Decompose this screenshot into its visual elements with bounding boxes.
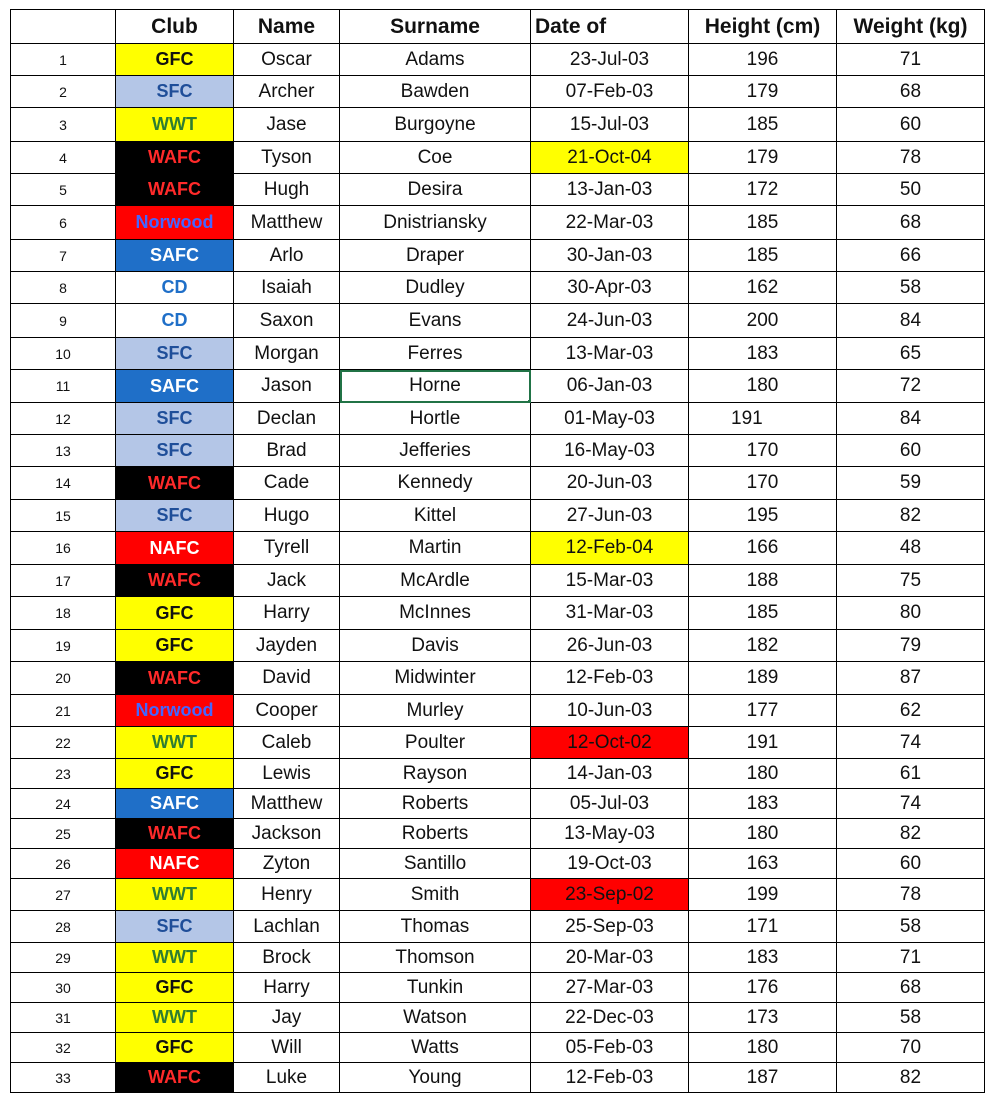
- cell-date[interactable]: 16-May-03: [531, 435, 689, 467]
- cell-name[interactable]: Brock: [234, 943, 340, 973]
- cell-date[interactable]: 20-Mar-03: [531, 943, 689, 973]
- header-row: [11, 10, 985, 44]
- cell-date[interactable]: 01-May-03: [531, 403, 689, 435]
- cell-height[interactable]: 183: [689, 789, 837, 819]
- cell-name[interactable]: David: [234, 662, 340, 695]
- cell-club[interactable]: WAFC: [116, 565, 234, 597]
- cell-club[interactable]: GFC: [116, 597, 234, 630]
- cell-height[interactable]: 163: [689, 849, 837, 879]
- spreadsheet: [10, 9, 985, 1093]
- cell-name[interactable]: Cade: [234, 467, 340, 500]
- table-row: [11, 911, 985, 943]
- cell-date[interactable]: 12-Feb-04: [531, 532, 689, 565]
- table-row: [11, 370, 985, 403]
- cell-height[interactable]: 172: [689, 174, 837, 206]
- cell-date[interactable]: 05-Jul-03: [531, 789, 689, 819]
- cell-weight[interactable]: 48: [837, 532, 985, 565]
- cell-weight[interactable]: 80: [837, 597, 985, 630]
- cell-height[interactable]: 166: [689, 532, 837, 565]
- cell-num[interactable]: 30: [11, 973, 116, 1003]
- cell-height[interactable]: 176: [689, 973, 837, 1003]
- cell-weight[interactable]: 68: [837, 206, 985, 240]
- cell-date[interactable]: 19-Oct-03: [531, 849, 689, 879]
- cell-num[interactable]: 7: [11, 240, 116, 272]
- table-row: [11, 467, 985, 500]
- cell-height[interactable]: 177: [689, 695, 837, 727]
- cell-height[interactable]: 195: [689, 500, 837, 532]
- cell-date[interactable]: 27-Jun-03: [531, 500, 689, 532]
- cell-weight[interactable]: 82: [837, 819, 985, 849]
- cell-surname[interactable]: Roberts: [340, 819, 531, 849]
- cell-date[interactable]: 20-Jun-03: [531, 467, 689, 500]
- cell-date[interactable]: 12-Feb-03: [531, 662, 689, 695]
- cell-surname[interactable]: Ferres: [340, 338, 531, 370]
- cell-num[interactable]: 6: [11, 206, 116, 240]
- cell-club[interactable]: WAFC: [116, 467, 234, 500]
- cell-surname[interactable]: Dnistriansky: [340, 206, 531, 240]
- cell-club[interactable]: NAFC: [116, 849, 234, 879]
- cell-club[interactable]: SFC: [116, 403, 234, 435]
- cell-weight[interactable]: 60: [837, 435, 985, 467]
- cell-club[interactable]: SAFC: [116, 240, 234, 272]
- cell-weight[interactable]: 58: [837, 1003, 985, 1033]
- cell-name[interactable]: Caleb: [234, 727, 340, 759]
- table-row: [11, 76, 985, 108]
- cell-name[interactable]: Matthew: [234, 789, 340, 819]
- cell-num[interactable]: 5: [11, 174, 116, 206]
- cell-name[interactable]: Cooper: [234, 695, 340, 727]
- cell-club[interactable]: SAFC: [116, 370, 234, 403]
- cell-height[interactable]: 180: [689, 370, 837, 403]
- cell-club[interactable]: WWT: [116, 1003, 234, 1033]
- cell-name[interactable]: Jayden: [234, 630, 340, 662]
- cell-height[interactable]: 187: [689, 1063, 837, 1093]
- cell-height[interactable]: 191: [689, 727, 837, 759]
- cell-num[interactable]: 8: [11, 272, 116, 304]
- cell-height[interactable]: 170: [689, 467, 837, 500]
- header-date[interactable]: Date of: [531, 10, 689, 44]
- cell-num[interactable]: 31: [11, 1003, 116, 1033]
- cell-surname[interactable]: Jefferies: [340, 435, 531, 467]
- table-row: [11, 1003, 985, 1033]
- cell-weight[interactable]: 58: [837, 272, 985, 304]
- cell-name[interactable]: Jack: [234, 565, 340, 597]
- cell-surname[interactable]: Rayson: [340, 759, 531, 789]
- cell-surname[interactable]: Tunkin: [340, 973, 531, 1003]
- table-row: [11, 849, 985, 879]
- cell-surname[interactable]: Bawden: [340, 76, 531, 108]
- cell-surname[interactable]: Poulter: [340, 727, 531, 759]
- table-row: [11, 500, 985, 532]
- cell-weight[interactable]: 79: [837, 630, 985, 662]
- cell-num[interactable]: 21: [11, 695, 116, 727]
- cell-name[interactable]: Arlo: [234, 240, 340, 272]
- cell-weight[interactable]: 61: [837, 759, 985, 789]
- cell-weight[interactable]: 58: [837, 911, 985, 943]
- cell-date[interactable]: 13-Jan-03: [531, 174, 689, 206]
- cell-date[interactable]: 30-Apr-03: [531, 272, 689, 304]
- cell-club[interactable]: WWT: [116, 879, 234, 911]
- cell-height[interactable]: 185: [689, 597, 837, 630]
- cell-height[interactable]: 171: [689, 911, 837, 943]
- cell-surname[interactable]: Horne: [340, 370, 531, 403]
- cell-club[interactable]: SFC: [116, 435, 234, 467]
- cell-date[interactable]: 31-Mar-03: [531, 597, 689, 630]
- cell-surname[interactable]: McInnes: [340, 597, 531, 630]
- cell-date[interactable]: 25-Sep-03: [531, 911, 689, 943]
- cell-weight[interactable]: 50: [837, 174, 985, 206]
- table-row: [11, 597, 985, 630]
- cell-num[interactable]: 26: [11, 849, 116, 879]
- cell-name[interactable]: Tyrell: [234, 532, 340, 565]
- cell-club[interactable]: WAFC: [116, 142, 234, 174]
- cell-num[interactable]: 19: [11, 630, 116, 662]
- cell-surname[interactable]: Watson: [340, 1003, 531, 1033]
- cell-height[interactable]: 189: [689, 662, 837, 695]
- cell-surname[interactable]: Young: [340, 1063, 531, 1093]
- cell-club[interactable]: WAFC: [116, 1063, 234, 1093]
- cell-surname[interactable]: Santillo: [340, 849, 531, 879]
- table-row: [11, 943, 985, 973]
- cell-weight[interactable]: 74: [837, 789, 985, 819]
- header-height[interactable]: Height (cm): [689, 10, 837, 44]
- cell-club[interactable]: CD: [116, 272, 234, 304]
- cell-date[interactable]: 06-Jan-03: [531, 370, 689, 403]
- header-club[interactable]: Club: [116, 10, 234, 44]
- cell-club[interactable]: CD: [116, 304, 234, 338]
- cell-name[interactable]: Luke: [234, 1063, 340, 1093]
- table-row: [11, 403, 985, 435]
- cell-surname[interactable]: Desira: [340, 174, 531, 206]
- cell-weight[interactable]: 70: [837, 1033, 985, 1063]
- cell-height[interactable]: 170: [689, 435, 837, 467]
- cell-club[interactable]: WWT: [116, 943, 234, 973]
- table-row: [11, 759, 985, 789]
- cell-height[interactable]: 183: [689, 338, 837, 370]
- cell-height[interactable]: 179: [689, 76, 837, 108]
- cell-name[interactable]: Brad: [234, 435, 340, 467]
- cell-weight[interactable]: 84: [837, 304, 985, 338]
- cell-date[interactable]: 30-Jan-03: [531, 240, 689, 272]
- cell-height[interactable]: 185: [689, 108, 837, 142]
- cell-weight[interactable]: 62: [837, 695, 985, 727]
- cell-weight[interactable]: 78: [837, 879, 985, 911]
- cell-name[interactable]: Archer: [234, 76, 340, 108]
- header-surname[interactable]: Surname: [340, 10, 531, 44]
- cell-surname[interactable]: Roberts: [340, 789, 531, 819]
- cell-name[interactable]: Harry: [234, 973, 340, 1003]
- cell-surname[interactable]: Martin: [340, 532, 531, 565]
- cell-weight[interactable]: 66: [837, 240, 985, 272]
- table-row: [11, 240, 985, 272]
- cell-surname[interactable]: Kennedy: [340, 467, 531, 500]
- cell-weight[interactable]: 65: [837, 338, 985, 370]
- cell-date[interactable]: 05-Feb-03: [531, 1033, 689, 1063]
- table-row: [11, 532, 985, 565]
- cell-surname[interactable]: Smith: [340, 879, 531, 911]
- cell-weight[interactable]: 71: [837, 943, 985, 973]
- cell-name[interactable]: Lachlan: [234, 911, 340, 943]
- player-table: [10, 9, 985, 1093]
- cell-num[interactable]: 24: [11, 789, 116, 819]
- cell-date[interactable]: 22-Mar-03: [531, 206, 689, 240]
- cell-surname[interactable]: Kittel: [340, 500, 531, 532]
- cell-weight[interactable]: 60: [837, 849, 985, 879]
- cell-date[interactable]: 07-Feb-03: [531, 76, 689, 108]
- cell-date[interactable]: 23-Jul-03: [531, 44, 689, 76]
- cell-surname[interactable]: Thomas: [340, 911, 531, 943]
- cell-height[interactable]: 199: [689, 879, 837, 911]
- cell-club[interactable]: WAFC: [116, 662, 234, 695]
- cell-name[interactable]: Hugh: [234, 174, 340, 206]
- cell-surname[interactable]: Davis: [340, 630, 531, 662]
- table-row: [11, 789, 985, 819]
- cell-num[interactable]: 27: [11, 879, 116, 911]
- cell-num[interactable]: 16: [11, 532, 116, 565]
- cell-weight[interactable]: 75: [837, 565, 985, 597]
- cell-club[interactable]: SFC: [116, 911, 234, 943]
- cell-name[interactable]: Will: [234, 1033, 340, 1063]
- cell-surname[interactable]: Dudley: [340, 272, 531, 304]
- table-row: [11, 879, 985, 911]
- table-row: [11, 206, 985, 240]
- cell-num[interactable]: 14: [11, 467, 116, 500]
- cell-date[interactable]: 12-Oct-02: [531, 727, 689, 759]
- cell-club[interactable]: WWT: [116, 727, 234, 759]
- cell-club[interactable]: WWT: [116, 108, 234, 142]
- cell-num[interactable]: 25: [11, 819, 116, 849]
- cell-surname[interactable]: Adams: [340, 44, 531, 76]
- cell-num[interactable]: 28: [11, 911, 116, 943]
- cell-date[interactable]: 10-Jun-03: [531, 695, 689, 727]
- cell-num[interactable]: 12: [11, 403, 116, 435]
- cell-height[interactable]: 182: [689, 630, 837, 662]
- cell-weight[interactable]: 60: [837, 108, 985, 142]
- cell-num[interactable]: 32: [11, 1033, 116, 1063]
- cell-height[interactable]: 196: [689, 44, 837, 76]
- cell-name[interactable]: Hugo: [234, 500, 340, 532]
- table-row: [11, 435, 985, 467]
- cell-weight[interactable]: 59: [837, 467, 985, 500]
- cell-surname[interactable]: Midwinter: [340, 662, 531, 695]
- cell-num[interactable]: 20: [11, 662, 116, 695]
- header-row-number[interactable]: [11, 10, 116, 44]
- table-row: [11, 142, 985, 174]
- cell-num[interactable]: 4: [11, 142, 116, 174]
- cell-club[interactable]: SFC: [116, 76, 234, 108]
- cell-height[interactable]: 179: [689, 142, 837, 174]
- cell-weight[interactable]: 71: [837, 44, 985, 76]
- cell-weight[interactable]: 84: [837, 403, 985, 435]
- cell-club[interactable]: GFC: [116, 44, 234, 76]
- cell-weight[interactable]: 68: [837, 973, 985, 1003]
- cell-date[interactable]: 22-Dec-03: [531, 1003, 689, 1033]
- cell-club[interactable]: SFC: [116, 500, 234, 532]
- cell-num[interactable]: 33: [11, 1063, 116, 1093]
- cell-num[interactable]: 22: [11, 727, 116, 759]
- table-row: [11, 174, 985, 206]
- cell-name[interactable]: Morgan: [234, 338, 340, 370]
- cell-num[interactable]: 29: [11, 943, 116, 973]
- cell-surname[interactable]: Murley: [340, 695, 531, 727]
- cell-num[interactable]: 23: [11, 759, 116, 789]
- table-row: [11, 338, 985, 370]
- cell-date[interactable]: 27-Mar-03: [531, 973, 689, 1003]
- cell-weight[interactable]: 68: [837, 76, 985, 108]
- cell-weight[interactable]: 87: [837, 662, 985, 695]
- cell-date[interactable]: 23-Sep-02: [531, 879, 689, 911]
- table-row: [11, 630, 985, 662]
- table-row: [11, 662, 985, 695]
- table-row: [11, 44, 985, 76]
- cell-surname[interactable]: Watts: [340, 1033, 531, 1063]
- cell-name[interactable]: Oscar: [234, 44, 340, 76]
- cell-date[interactable]: 13-May-03: [531, 819, 689, 849]
- cell-date[interactable]: 13-Mar-03: [531, 338, 689, 370]
- cell-name[interactable]: Matthew: [234, 206, 340, 240]
- cell-name[interactable]: Jason: [234, 370, 340, 403]
- cell-height[interactable]: 180: [689, 1033, 837, 1063]
- cell-height[interactable]: 173: [689, 1003, 837, 1033]
- cell-height[interactable]: 180: [689, 759, 837, 789]
- cell-num[interactable]: 18: [11, 597, 116, 630]
- table-row: [11, 272, 985, 304]
- cell-num[interactable]: 17: [11, 565, 116, 597]
- cell-date[interactable]: 21-Oct-04: [531, 142, 689, 174]
- cell-weight[interactable]: 74: [837, 727, 985, 759]
- cell-weight[interactable]: 78: [837, 142, 985, 174]
- cell-name[interactable]: Saxon: [234, 304, 340, 338]
- cell-date[interactable]: 15-Jul-03: [531, 108, 689, 142]
- cell-weight[interactable]: 82: [837, 1063, 985, 1093]
- cell-date[interactable]: 12-Feb-03: [531, 1063, 689, 1093]
- table-row: [11, 973, 985, 1003]
- cell-club[interactable]: NAFC: [116, 532, 234, 565]
- cell-club[interactable]: Norwood: [116, 695, 234, 727]
- cell-name[interactable]: Jackson: [234, 819, 340, 849]
- table-row: [11, 304, 985, 338]
- cell-num[interactable]: 11: [11, 370, 116, 403]
- cell-club[interactable]: GFC: [116, 759, 234, 789]
- cell-num[interactable]: 10: [11, 338, 116, 370]
- cell-club[interactable]: SAFC: [116, 789, 234, 819]
- cell-height[interactable]: 180: [689, 819, 837, 849]
- cell-num[interactable]: 13: [11, 435, 116, 467]
- table-row: [11, 1063, 985, 1093]
- cell-num[interactable]: 9: [11, 304, 116, 338]
- table-row: [11, 108, 985, 142]
- cell-name[interactable]: Jase: [234, 108, 340, 142]
- cell-num[interactable]: 2: [11, 76, 116, 108]
- header-name[interactable]: Name: [234, 10, 340, 44]
- cell-surname[interactable]: Thomson: [340, 943, 531, 973]
- cell-height[interactable]: 183: [689, 943, 837, 973]
- cell-height[interactable]: 185: [689, 206, 837, 240]
- cell-weight[interactable]: 72: [837, 370, 985, 403]
- cell-name[interactable]: Zyton: [234, 849, 340, 879]
- cell-club[interactable]: WAFC: [116, 174, 234, 206]
- cell-club[interactable]: SFC: [116, 338, 234, 370]
- cell-name[interactable]: Henry: [234, 879, 340, 911]
- cell-club[interactable]: GFC: [116, 630, 234, 662]
- cell-surname[interactable]: Draper: [340, 240, 531, 272]
- cell-club[interactable]: GFC: [116, 1033, 234, 1063]
- cell-height[interactable]: 185: [689, 240, 837, 272]
- cell-height[interactable]: 191: [689, 403, 837, 435]
- cell-weight[interactable]: 82: [837, 500, 985, 532]
- cell-num[interactable]: 15: [11, 500, 116, 532]
- cell-surname[interactable]: Evans: [340, 304, 531, 338]
- table-row: [11, 727, 985, 759]
- table-row: [11, 819, 985, 849]
- table-row: [11, 565, 985, 597]
- cell-num[interactable]: 1: [11, 44, 116, 76]
- cell-height[interactable]: 188: [689, 565, 837, 597]
- cell-surname[interactable]: Burgoyne: [340, 108, 531, 142]
- cell-name[interactable]: Harry: [234, 597, 340, 630]
- cell-name[interactable]: Jay: [234, 1003, 340, 1033]
- header-weight[interactable]: Weight (kg): [837, 10, 985, 44]
- cell-club[interactable]: Norwood: [116, 206, 234, 240]
- cell-club[interactable]: WAFC: [116, 819, 234, 849]
- cell-height[interactable]: 162: [689, 272, 837, 304]
- cell-date[interactable]: 24-Jun-03: [531, 304, 689, 338]
- cell-height[interactable]: 200: [689, 304, 837, 338]
- cell-date[interactable]: 26-Jun-03: [531, 630, 689, 662]
- cell-name[interactable]: Tyson: [234, 142, 340, 174]
- cell-date[interactable]: 15-Mar-03: [531, 565, 689, 597]
- cell-name[interactable]: Isaiah: [234, 272, 340, 304]
- cell-club[interactable]: GFC: [116, 973, 234, 1003]
- cell-name[interactable]: Declan: [234, 403, 340, 435]
- cell-name[interactable]: Lewis: [234, 759, 340, 789]
- table-row: [11, 1033, 985, 1063]
- table-row: [11, 695, 985, 727]
- cell-surname[interactable]: Hortle: [340, 403, 531, 435]
- cell-surname[interactable]: Coe: [340, 142, 531, 174]
- cell-surname[interactable]: McArdle: [340, 565, 531, 597]
- cell-num[interactable]: 3: [11, 108, 116, 142]
- cell-date[interactable]: 14-Jan-03: [531, 759, 689, 789]
